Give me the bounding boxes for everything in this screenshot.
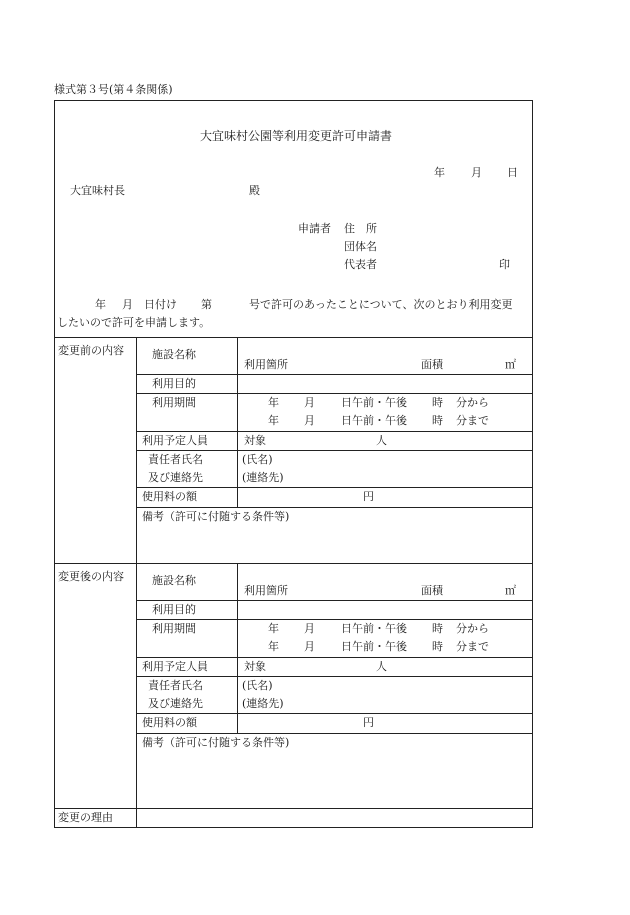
period-label: 利用期間 <box>152 622 196 635</box>
applicant-label: 申請者 <box>298 222 331 235</box>
statement-month[interactable]: 月 <box>122 298 133 311</box>
location-label[interactable]: 利用箇所 <box>244 358 288 371</box>
target-label[interactable]: 対象 <box>244 660 266 673</box>
area-unit: ㎡ <box>505 358 516 371</box>
period-to-ampm[interactable]: 日午前・午後 <box>341 414 407 427</box>
statement-dai[interactable]: 第 <box>201 298 212 311</box>
facility-name-label: 施設名称 <box>152 574 196 587</box>
period-from-month[interactable]: 月 <box>304 622 315 635</box>
target-label[interactable]: 対象 <box>244 434 266 447</box>
period-to-minute[interactable]: 分まで <box>456 640 489 653</box>
remarks-label[interactable]: 備考（許可に付随する条件等) <box>142 510 290 523</box>
purpose-label: 利用目的 <box>152 603 196 616</box>
responsible-contact-field[interactable]: (連絡先) <box>242 697 284 710</box>
applicant-group-label[interactable]: 団体名 <box>344 240 377 253</box>
date-year[interactable]: 年 <box>434 166 445 179</box>
period-to-ampm[interactable]: 日午前・午後 <box>341 640 407 653</box>
period-from-ampm[interactable]: 日午前・午後 <box>341 622 407 635</box>
fee-unit[interactable]: 円 <box>363 716 374 729</box>
location-label[interactable]: 利用箇所 <box>244 584 288 597</box>
people-label: 利用予定人員 <box>142 434 208 447</box>
period-from-year[interactable]: 年 <box>268 622 279 635</box>
applicant-representative-label[interactable]: 代表者 <box>344 258 377 271</box>
remarks-label[interactable]: 備考（許可に付随する条件等) <box>142 736 290 749</box>
period-from-hour[interactable]: 時 <box>432 396 443 409</box>
responsible-label-2: 及び連絡先 <box>148 697 203 710</box>
people-unit: 人 <box>376 434 387 447</box>
responsible-name-field[interactable]: (氏名) <box>242 453 273 466</box>
statement-dated[interactable]: 日付け <box>144 298 177 311</box>
responsible-label-1: 責任者氏名 <box>148 453 203 466</box>
form-number-label: 様式第３号(第４条関係) <box>54 83 173 96</box>
facility-name-label: 施設名称 <box>152 348 196 361</box>
statement-line1: 号で許可のあったことについて、次のとおり利用変更 <box>249 298 513 311</box>
period-label: 利用期間 <box>152 396 196 409</box>
section-before-label: 変更前の内容 <box>58 344 124 357</box>
responsible-contact-field[interactable]: (連絡先) <box>242 471 284 484</box>
reason-field[interactable] <box>140 811 528 825</box>
period-to-hour[interactable]: 時 <box>432 640 443 653</box>
period-to-month[interactable]: 月 <box>304 414 315 427</box>
period-to-year[interactable]: 年 <box>268 414 279 427</box>
statement-year[interactable]: 年 <box>95 298 106 311</box>
date-day[interactable]: 日 <box>507 166 518 179</box>
period-from-hour[interactable]: 時 <box>432 622 443 635</box>
responsible-label-2: 及び連絡先 <box>148 471 203 484</box>
section-reason-label: 変更の理由 <box>58 811 113 824</box>
people-unit: 人 <box>376 660 387 673</box>
addressee-honorific: 殿 <box>249 184 260 197</box>
period-to-hour[interactable]: 時 <box>432 414 443 427</box>
form-title: 大宜味村公園等利用変更許可申請書 <box>200 129 393 143</box>
people-label: 利用予定人員 <box>142 660 208 673</box>
area-label[interactable]: 面積 <box>421 358 443 371</box>
fee-label: 使用料の額 <box>142 716 197 729</box>
area-label[interactable]: 面積 <box>421 584 443 597</box>
statement-line2: したいので許可を申請します。 <box>57 316 211 329</box>
period-from-month[interactable]: 月 <box>304 396 315 409</box>
responsible-label-1: 責任者氏名 <box>148 679 203 692</box>
period-from-minute[interactable]: 分から <box>456 396 489 409</box>
purpose-label: 利用目的 <box>152 377 196 390</box>
period-from-ampm[interactable]: 日午前・午後 <box>341 396 407 409</box>
period-to-minute[interactable]: 分まで <box>456 414 489 427</box>
period-from-year[interactable]: 年 <box>268 396 279 409</box>
period-to-month[interactable]: 月 <box>304 640 315 653</box>
area-unit: ㎡ <box>505 584 516 597</box>
applicant-address-label[interactable]: 住 所 <box>344 222 377 235</box>
section-after-label: 変更後の内容 <box>58 570 124 583</box>
responsible-name-field[interactable]: (氏名) <box>242 679 273 692</box>
period-to-year[interactable]: 年 <box>268 640 279 653</box>
date-month[interactable]: 月 <box>471 166 482 179</box>
period-from-minute[interactable]: 分から <box>456 622 489 635</box>
addressee-name: 大宜味村長 <box>70 184 125 197</box>
seal-mark: 印 <box>499 258 510 271</box>
fee-label: 使用料の額 <box>142 490 197 503</box>
fee-unit[interactable]: 円 <box>363 490 374 503</box>
